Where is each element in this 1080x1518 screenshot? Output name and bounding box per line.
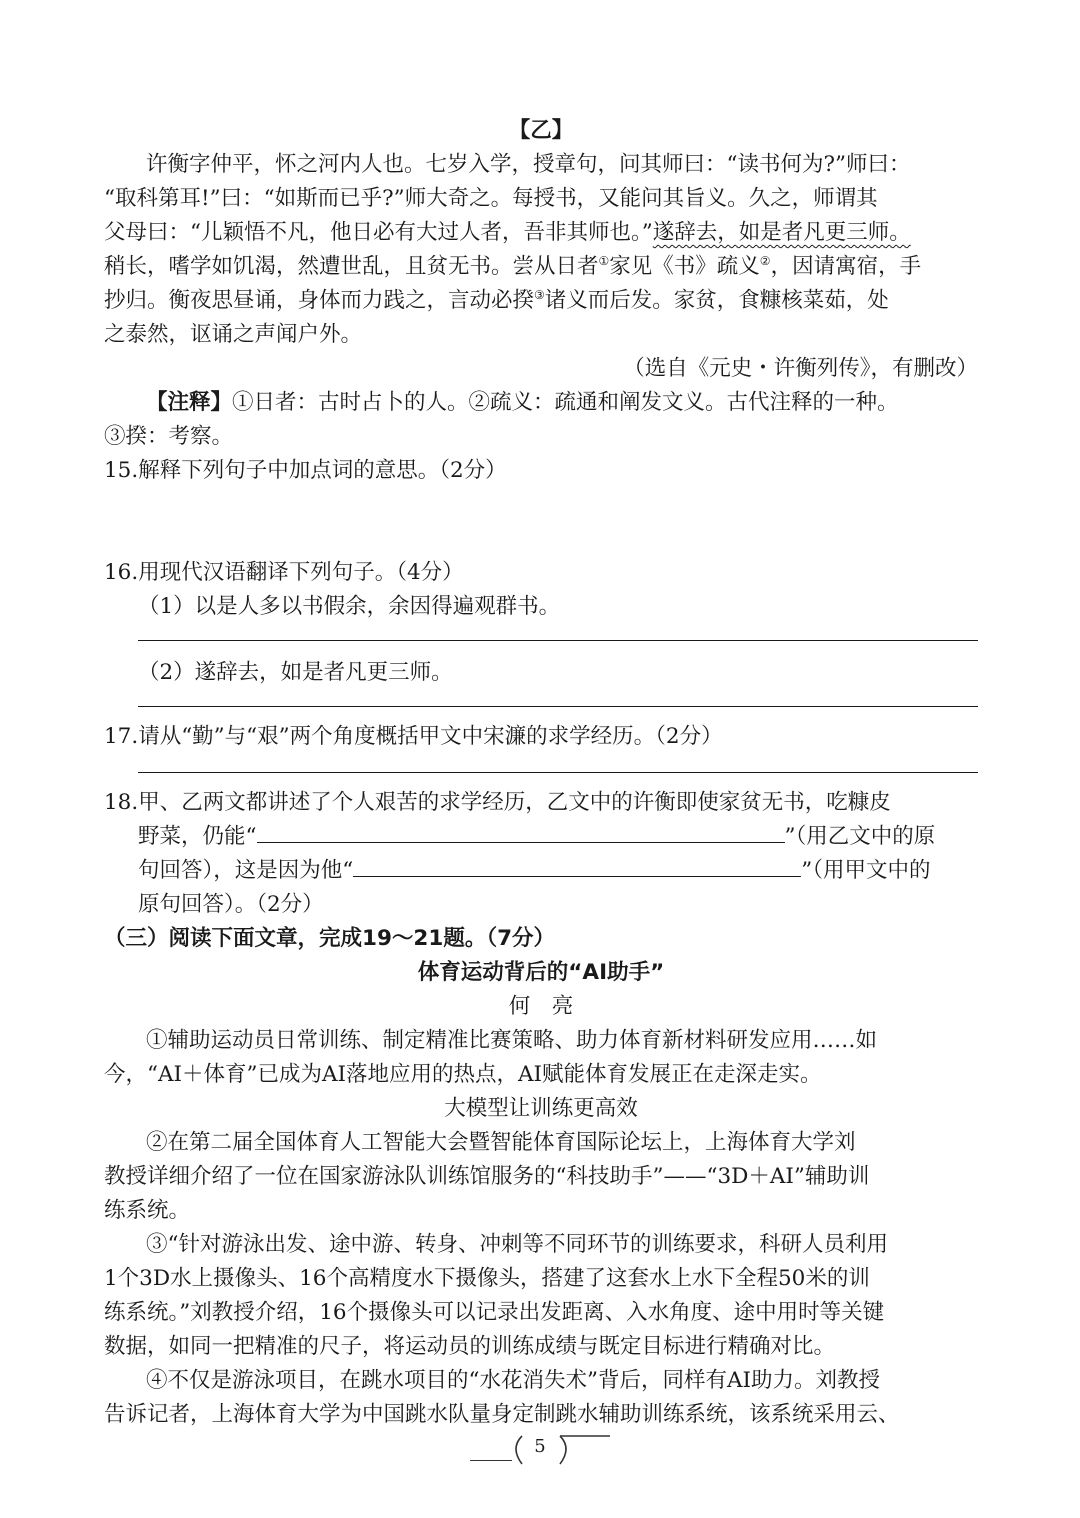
passage-line: 父母曰：“儿颖悟不凡，他日必有大过人者，吾非其师也。”遂辞去，如是者凡更三师。	[104, 220, 911, 245]
article-line: 今，“AI＋体育”已成为AI落地应用的热点，AI赋能体育发展正在走深走实。	[104, 1062, 822, 1087]
page-footer	[470, 1430, 620, 1470]
article-subheading: 大模型让训练更高效	[444, 1096, 638, 1121]
passage-line: 许衡字仲平，怀之河内人也。七岁入学，授章句，问其师曰：“读书何为?”师曰：	[146, 152, 911, 177]
section-3-heading: （三）阅读下面文章，完成19～21题。（7分）	[104, 926, 556, 951]
question-18-line: 句回答），这是因为他“ ”（用甲文中的	[138, 854, 978, 888]
passage-source: （选自《元史・许衡列传》，有删改）	[623, 356, 978, 381]
footnote-mark: ②	[759, 253, 771, 268]
question-17-stem: 17.请从“勤”与“艰”两个角度概括甲文中宋濂的求学经历。（2分）	[104, 724, 723, 749]
notes-line: ③揆：考察。	[104, 424, 234, 449]
article-line: 教授详细介绍了一位在国家游泳队训练馆服务的“科技助手”——“3D＋AI”辅助训	[104, 1164, 870, 1189]
answer-line[interactable]	[138, 772, 978, 773]
passage-line: 稍长，嗜学如饥渴，然遭世乱，且贫无书。尝从日者①家见《书》疏义②，因请寓宿，手	[104, 253, 922, 279]
question-18-line: 18.甲、乙两文都讲述了个人艰苦的求学经历，乙文中的许衡即使家贫无书，吃糠皮	[104, 790, 891, 815]
question-16-sentence: （2）遂辞去，如是者凡更三师。	[138, 660, 453, 685]
article-line: 练系统。”刘教授介绍，16个摄像头可以记录出发距离、入水角度、途中用时等关键	[104, 1300, 885, 1325]
answer-line[interactable]	[138, 640, 978, 641]
article-line: ④不仅是游泳项目，在跳水项目的“水花消失术”背后，同样有AI助力。刘教授	[146, 1368, 881, 1393]
question-18-line: 原句回答）。（2分）	[138, 892, 324, 917]
article-line: 数据，如同一把精准的尺子，将运动员的训练成绩与既定目标进行精确对比。	[104, 1334, 836, 1359]
article-title: 体育运动背后的“AI助手”	[417, 960, 665, 985]
question-18-line: 野菜，仍能“ ”（用乙文中的原	[138, 820, 978, 854]
footnote-mark: ③	[534, 287, 545, 302]
notes-line: 【注释】①日者：古时占卜的人。②疏义：疏通和阐发文义。古代注释的一种。	[146, 390, 899, 415]
passage-line: 抄归。衡夜思昼诵，身体而力践之，言动必揆③诸义而后发。家贫，食糠核菜茹，处	[104, 287, 889, 313]
question-16-stem: 16.用现代汉语翻译下列句子。（4分）	[104, 560, 464, 585]
question-15-stem: 15.解释下列句子中加点词的意思。（2分）	[104, 458, 507, 483]
notes-label: 【注释】	[146, 390, 233, 415]
article-line: 练系统。	[104, 1198, 191, 1223]
answer-blank[interactable]	[257, 820, 785, 843]
article-line: ③“针对游泳出发、途中游、转身、冲刺等不同环节的训练要求，科研人员利用	[146, 1232, 888, 1257]
page-number: 5	[534, 1436, 546, 1457]
article-author: 何 亮	[508, 994, 574, 1019]
article-line: ②在第二届全国体育人工智能大会暨智能体育国际论坛上，上海体育大学刘	[146, 1130, 856, 1155]
question-16-sentence: （1）以是人多以书假余，余因得遍观群书。	[138, 594, 561, 619]
passage-line: 之泰然，讴诵之声闻户外。	[104, 322, 363, 347]
passage-line: “取科第耳!”曰：“如斯而已乎?”师大奇之。每授书，又能问其旨义。久之，师谓其	[104, 186, 878, 211]
article-line: 告诉记者，上海体育大学为中国跳水队量身定制跳水辅助训练系统，该系统采用云、	[104, 1402, 900, 1427]
article-line: ①辅助运动员日常训练、制定精准比赛策略、助力体育新材料研发应用……如	[146, 1028, 878, 1053]
footnote-mark: ①	[598, 253, 610, 268]
answer-blank[interactable]	[353, 854, 801, 877]
article-line: 1个3D水上摄像头、16个高精度水下摄像头，搭建了这套水上水下全程50米的训	[104, 1266, 870, 1291]
answer-line[interactable]	[138, 706, 978, 707]
wavy-underlined-sentence: 遂辞去，如是者凡更三师。	[652, 220, 911, 245]
passage-heading: 【乙】	[508, 118, 574, 143]
